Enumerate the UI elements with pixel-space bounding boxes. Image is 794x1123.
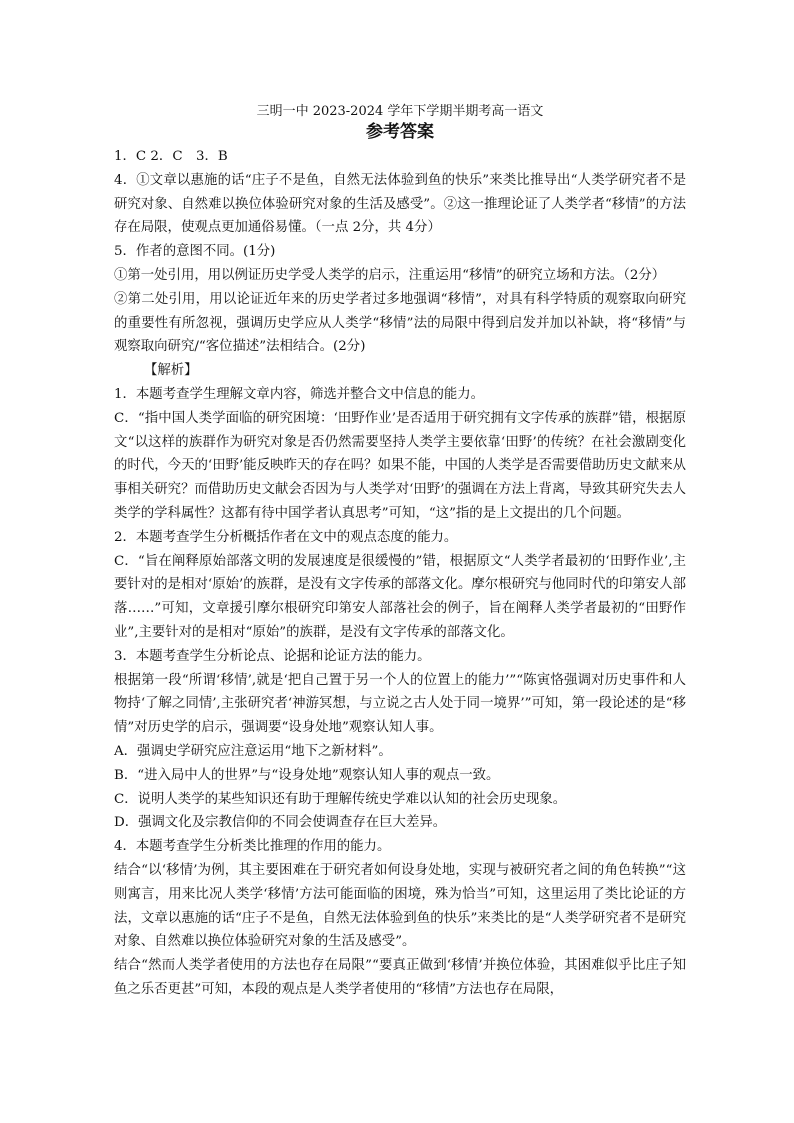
document-page — [114, 103, 686, 1002]
analysis-paragraph: 1．本题考查学生理解文章内容，筛选并整合文中信息的能力。 — [114, 386, 485, 402]
analysis-paragraph: 2．本题考查学生分析概括作者在文中的观点态度的能力。 — [114, 529, 458, 545]
analysis-heading: 【解析】 — [144, 363, 198, 379]
option-a: A．强调史学研究应注意运用“地下之新材料”。 — [114, 743, 392, 759]
option-b: B．“进入局中人的世界”与“设身处地”观察认知人事的观点一致。 — [114, 767, 500, 783]
analysis-paragraph: 结合“然而人类学者使用的方法也存在局限”“要真正做到‘移情’并换位体验，其困难似乎比庄子知鱼之乐否更甚”可知，本段的观点是人类学者使用的“移情”方法也存在局限， — [114, 958, 686, 997]
exam-title: 三明一中 2023-2024 学年下学期半期考高一语文 — [256, 104, 544, 119]
answer-heading: 参考答案 — [366, 122, 434, 142]
answer-line-1: 1．C 2．C 3．B — [114, 149, 228, 164]
analysis-paragraph: 4．本题考查学生分析类比推理的作用的能力。 — [114, 839, 391, 855]
option-c: C．说明人类学的某些知识还有助于理解传统史学难以认知的社会历史现象。 — [114, 791, 567, 807]
option-d: D．强调文化及宗教信仰的不同会使调查存在巨大差异。 — [114, 815, 447, 831]
answer-line-5: 5．作者的意图不同。(1分) — [114, 244, 276, 260]
analysis-paragraph: 结合“以‘移情’为例，其主要困难在于研究者如何设身处地，实现与被研究者之间的角色转换”“这则寓言，用来比况人类学‘移情’方法可能面临的困境，殊为恰当”可知，这里运用了类比论证的方法，文章以惠施的话“庄子不是鱼，自然无法体验到鱼的快乐”来类比的是“人类学研究者不是研究对象、自然难以换位体验研究对象的生活及感受”。 — [114, 862, 686, 950]
analysis-paragraph: 3．本题考查学生分析论点、论据和论证方法的能力。 — [114, 648, 431, 664]
analysis-paragraph: C．“指中国人类学面临的研究困境：‘田野作业’是否适用于研究拥有文字传承的族群”错，根据原文“以这样的族群作为研究对象是否仍然需要坚持人类学主要依靠‘田野’的传统？在社会激剧变化的时代，今天的‘田野’能反映昨天的存在吗？如果不能，中国的人类学是否需要借助历史文献来从事相关研究？而借助历史文献会否因为与人类学对‘田野’的强调在方法上背离，导致其研究失去人类学的学科属性？这都有待中国学者认真思考”可知，“这”指的是上文提出的几个问题。 — [114, 410, 686, 521]
analysis-paragraph: C．“旨在阐释原始部落文明的发展速度是很缓慢的”错，根据原文“人类学者最初的‘田野作业’,主要针对的是相对‘原始’的族群，是没有文字传承的部落文化。摩尔根研究与他同时代的印第安人部落……”可知，文章援引摩尔根研究印第安人部落社会的例子，旨在阐释人类学者最初的“田野作业”,主要针对的是相对“原始”的族群，是没有文字传承的部落文化。 — [114, 553, 686, 640]
answer-line-5-point-1: ①第一处引用，用以例证历史学受人类学的启示，注重运用“移情”的研究立场和方法。（2分） — [114, 267, 666, 283]
analysis-paragraph: 根据第一段“所谓‘移情’,就是‘把自己置于另一个人的位置上的能力’”“陈寅恪强调对历史事件和人物持‘了解之同情’,主张研究者‘神游冥想，与立说之古人处于同一境界’”可知，第一段论述的是“移情”对历史学的启示，强调要“设身处地”观察认知人事。 — [114, 672, 686, 736]
answer-line-4: 4．①文章以惠施的话“庄子不是鱼，自然无法体验到鱼的快乐”来类比推导出“人类学研究者不是研究对象、自然难以换位体验研究对象的生活及感受”。②这一推理论证了人类学者“移情”的方法存在局限，使观点更加通俗易懂。（一点 2分，共 4分） — [114, 172, 686, 236]
answer-line-5-point-2: ②第二处引用，用以论证近年来的历史学者过多地强调“移情”，对具有科学特质的观察取向研究的重要性有所忽视，强调历史学应从人类学“移情”法的局限中得到启发并加以补缺，将“移情”与观察取向研究/“客位描述”法相结合。(2分) — [114, 291, 686, 355]
